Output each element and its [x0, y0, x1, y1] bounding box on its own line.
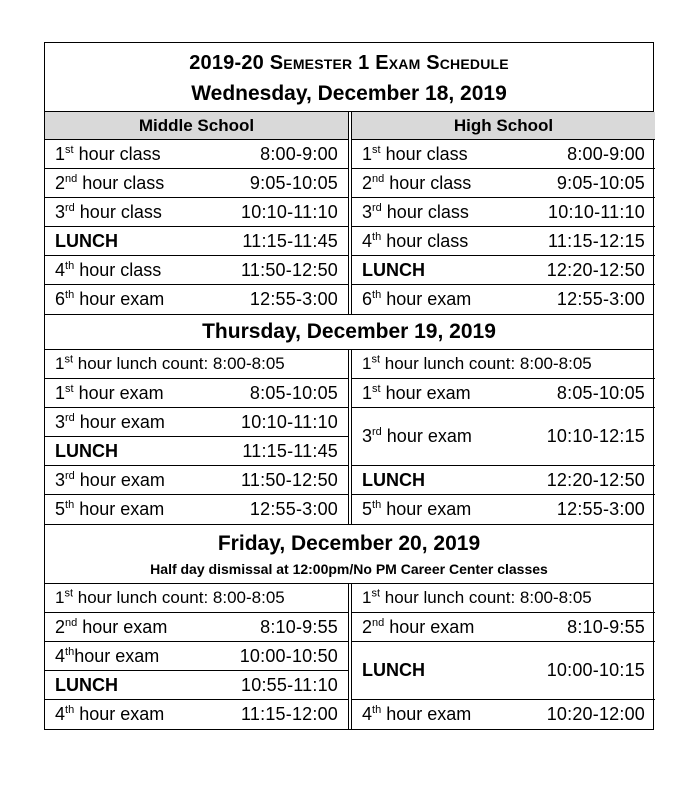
schedule-row [352, 227, 655, 256]
ordinal-suffix: nd [372, 172, 385, 185]
row-time: 11:50-12:50 [241, 259, 338, 280]
row-text: LUNCH [362, 469, 425, 490]
schedule-row [45, 227, 348, 256]
ordinal-number: 3 [55, 411, 66, 432]
ordinal-suffix: nd [65, 172, 78, 185]
row-text: hour exam [381, 704, 472, 724]
schedule-row [352, 169, 655, 198]
row-time: 8:05-10:05 [249, 382, 338, 403]
schedule-row [45, 700, 348, 729]
row-text: hour exam [74, 411, 165, 432]
ordinal-number: 3 [55, 201, 66, 222]
row-time: 10:55-11:10 [241, 674, 338, 695]
row-label [362, 704, 471, 725]
row-label [362, 144, 468, 165]
wednesday-middle-school-column [45, 112, 349, 314]
schedule-row [45, 613, 348, 642]
row-text: hour exam [381, 289, 472, 309]
ordinal-number: 4 [55, 645, 66, 666]
schedule-row [352, 140, 655, 169]
row-text: hour exam [77, 616, 168, 637]
row-text: hour class [381, 201, 469, 222]
row-time: 12:20-12:50 [546, 259, 645, 280]
row-label [55, 646, 159, 667]
row-text: hour exam [381, 499, 472, 519]
exam-schedule-table [44, 42, 654, 730]
row-label [55, 202, 162, 223]
row-label [362, 289, 471, 310]
ordinal-number: 6 [55, 289, 66, 309]
friday-heading: Friday, December 20, 2019 [217, 532, 481, 555]
row-time: 11:15-12:00 [241, 704, 338, 724]
friday-heading-block [45, 524, 653, 584]
row-text: hour class [77, 172, 165, 193]
ordinal-suffix: rd [372, 201, 382, 214]
schedule-row [352, 613, 655, 642]
row-text: hour class [381, 230, 469, 251]
row-time: 8:10-9:55 [260, 616, 338, 637]
row-label [55, 499, 164, 520]
row-label [362, 470, 425, 491]
ordinal-number: 4 [362, 704, 373, 724]
ordinal-number: 2 [55, 616, 66, 637]
ordinal-suffix: st [64, 587, 74, 600]
schedule-row [352, 408, 655, 466]
ordinal-number: 1 [362, 588, 372, 607]
row-time: 8:00-9:00 [567, 143, 645, 164]
row-text: LUNCH [362, 660, 425, 680]
row-label [55, 441, 118, 462]
schedule-row [45, 140, 348, 169]
schedule-row [352, 198, 655, 227]
schedule-row [45, 495, 348, 524]
thursday-high-school-column [351, 350, 655, 524]
ordinal-number: 4 [55, 704, 66, 724]
row-text: hour class [380, 143, 468, 164]
row-time: 10:20-12:00 [546, 704, 645, 724]
ordinal-suffix: th [372, 289, 382, 301]
row-time: 8:00-9:00 [260, 143, 338, 164]
row-label [55, 289, 164, 310]
ordinal-number: 1 [362, 143, 373, 164]
schedule-row [45, 285, 348, 314]
schedule-row [45, 256, 348, 285]
ordinal-suffix: nd [65, 616, 78, 629]
ordinal-number: 1 [362, 354, 372, 373]
wednesday-heading: Wednesday, December 18, 2019 [191, 82, 507, 105]
ordinal-number: 6 [362, 289, 373, 309]
row-time: 10:00-10:50 [239, 645, 338, 666]
friday-section [45, 584, 653, 729]
thursday-middle-school-column [45, 350, 349, 524]
row-label [55, 383, 164, 404]
schedule-row [352, 700, 655, 729]
row-text: LUNCH [55, 230, 118, 251]
ordinal-number: 1 [55, 382, 66, 403]
friday-dismissal-note: Half day dismissal at 12:00pm/No PM Career Center classes [150, 561, 548, 577]
wednesday-high-school-column [351, 112, 655, 314]
ordinal-suffix: rd [65, 469, 75, 482]
row-time: 10:10-12:15 [546, 426, 645, 446]
row-label [55, 617, 167, 638]
row-label [55, 704, 164, 725]
schedule-row [352, 584, 655, 613]
row-text: hour exam [74, 289, 165, 309]
row-time: 9:05-10:05 [556, 172, 645, 193]
ordinal-suffix: st [65, 382, 74, 395]
schedule-row [352, 379, 655, 408]
schedule-row [45, 198, 348, 227]
row-text: hour class [73, 143, 161, 164]
row-label [362, 231, 468, 252]
row-label [362, 660, 425, 681]
middle-school-header: Middle School [45, 112, 348, 140]
row-text: hour lunch count: 8:00-8:05 [380, 354, 592, 373]
row-text: LUNCH [55, 674, 118, 695]
schedule-row [45, 671, 348, 700]
row-label [362, 499, 471, 520]
ordinal-number: 2 [362, 616, 373, 637]
schedule-row [45, 642, 348, 671]
ordinal-suffix: st [371, 353, 381, 366]
row-label [362, 588, 592, 608]
row-time: 12:55-3:00 [249, 289, 338, 309]
schedule-row [45, 169, 348, 198]
schedule-row [45, 350, 348, 379]
friday-middle-school-column [45, 584, 349, 729]
ordinal-suffix: th [372, 704, 382, 716]
row-label [55, 354, 285, 374]
schedule-row [352, 495, 655, 524]
row-time: 12:20-12:50 [546, 469, 645, 490]
row-label [55, 231, 118, 252]
schedule-row [45, 437, 348, 466]
row-time: 12:55-3:00 [249, 499, 338, 519]
ordinal-suffix: rd [65, 201, 75, 214]
row-time: 8:05-10:05 [556, 382, 645, 403]
ordinal-number: 4 [55, 259, 66, 280]
ordinal-number: 3 [362, 201, 373, 222]
ordinal-number: 5 [362, 499, 373, 519]
ordinal-suffix: st [65, 143, 74, 156]
row-label [55, 675, 118, 696]
row-label [55, 144, 161, 165]
row-label [362, 426, 472, 447]
ordinal-number: 5 [55, 499, 66, 519]
thursday-section [45, 350, 653, 524]
row-label [362, 202, 469, 223]
ordinal-suffix: st [372, 382, 381, 395]
row-text: hour class [74, 259, 162, 280]
ordinal-suffix: st [64, 353, 74, 366]
row-label [362, 383, 471, 404]
ordinal-suffix: st [372, 143, 381, 156]
ordinal-suffix: nd [372, 616, 385, 629]
schedule-row [352, 350, 655, 379]
schedule-row [45, 379, 348, 408]
ordinal-number: 2 [55, 172, 66, 193]
row-time: 10:10-11:10 [241, 411, 338, 432]
ordinal-number: 2 [362, 172, 373, 193]
ordinal-suffix: th [65, 645, 75, 658]
row-label [362, 173, 471, 194]
row-label [55, 470, 165, 491]
row-text: hour exam [73, 382, 164, 403]
schedule-title: 2019-20 Semester 1 Exam Schedule [189, 52, 509, 74]
ordinal-number: 1 [55, 588, 65, 607]
row-text: hour exam [74, 499, 165, 519]
row-text: hour exam [381, 426, 472, 446]
row-time: 10:10-11:10 [241, 201, 338, 222]
high-school-header: High School [352, 112, 655, 140]
ordinal-suffix: th [372, 230, 382, 243]
thursday-heading: Thursday, December 19, 2019 [45, 314, 653, 350]
row-time: 9:05-10:05 [249, 172, 338, 193]
row-label [55, 173, 164, 194]
ordinal-suffix: th [65, 259, 75, 272]
row-label [55, 412, 165, 433]
ordinal-number: 1 [55, 143, 66, 164]
row-text: hour lunch count: 8:00-8:05 [73, 354, 285, 373]
schedule-row [352, 642, 655, 700]
row-text: hour exam [74, 704, 165, 724]
friday-high-school-column [351, 584, 655, 729]
row-text: hour lunch count: 8:00-8:05 [73, 588, 285, 607]
ordinal-suffix: st [371, 587, 381, 600]
ordinal-number: 3 [362, 426, 373, 446]
ordinal-suffix: rd [65, 411, 75, 424]
row-label [362, 354, 592, 374]
ordinal-number: 4 [362, 230, 373, 251]
row-label [362, 260, 425, 281]
row-text: hour exam [74, 469, 165, 490]
row-time: 11:15-12:15 [548, 230, 645, 251]
schedule-row [352, 466, 655, 495]
row-time: 8:10-9:55 [567, 616, 645, 637]
row-text: hour exam [380, 382, 471, 403]
row-time: 11:50-12:50 [241, 469, 338, 490]
wednesday-section [45, 111, 653, 314]
row-label [55, 588, 285, 608]
schedule-row [45, 466, 348, 495]
row-text: hour class [384, 172, 472, 193]
ordinal-suffix: th [65, 289, 75, 301]
ordinal-number: 1 [55, 354, 65, 373]
row-text: hour lunch count: 8:00-8:05 [380, 588, 592, 607]
schedule-row [45, 408, 348, 437]
row-time: 10:10-11:10 [548, 201, 645, 222]
ordinal-number: 3 [55, 469, 66, 490]
ordinal-suffix: th [372, 499, 382, 511]
ordinal-suffix: th [65, 704, 75, 716]
row-label [362, 617, 474, 638]
ordinal-suffix: rd [372, 426, 382, 438]
row-time: 11:15-11:45 [242, 230, 338, 251]
ordinal-number: 1 [362, 382, 373, 403]
row-text: LUNCH [55, 440, 118, 461]
ordinal-suffix: th [65, 499, 75, 511]
row-time: 12:55-3:00 [556, 499, 645, 519]
row-time: 12:55-3:00 [556, 289, 645, 309]
row-text: hour exam [74, 645, 160, 666]
schedule-row [352, 285, 655, 314]
row-time: 10:00-10:15 [546, 660, 645, 680]
row-label [55, 260, 161, 281]
row-text: LUNCH [362, 259, 425, 280]
schedule-row [45, 584, 348, 613]
row-text: hour class [74, 201, 162, 222]
row-text: hour exam [384, 616, 475, 637]
row-time: 11:15-11:45 [242, 440, 338, 461]
schedule-row [352, 256, 655, 285]
